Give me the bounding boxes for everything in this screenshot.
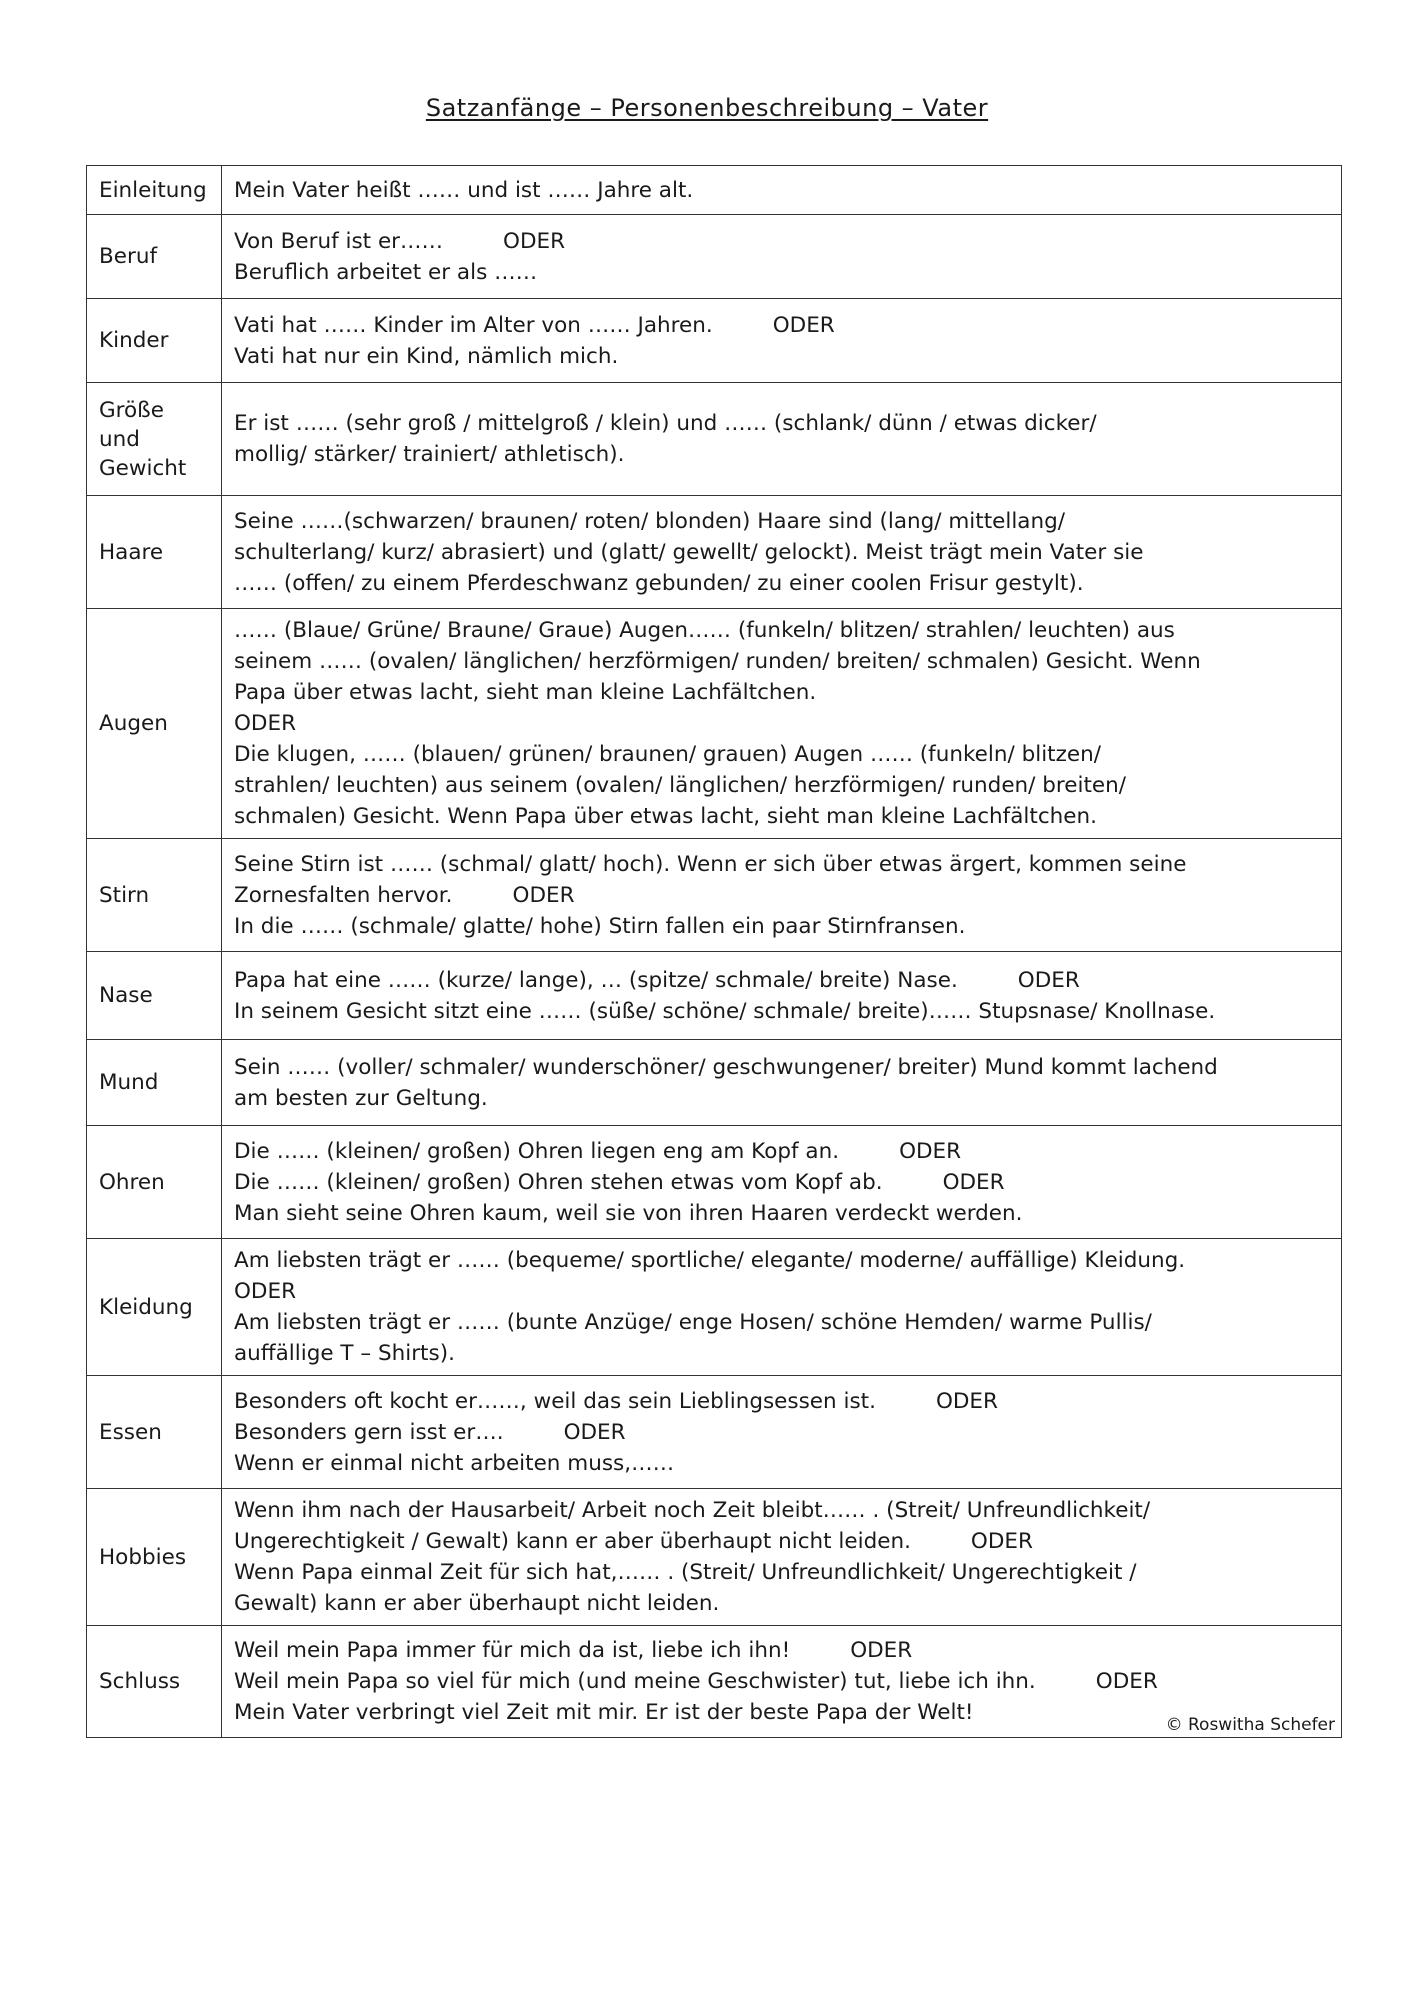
content-text: Am liebsten trägt er …… (bequeme/ sportliche/ elegante/ moderne/ auffällige) Kleidung. [234,1248,1186,1273]
content-line [234,1495,1329,1526]
content-line [234,708,1329,739]
table-row [87,299,1342,383]
sentence-starter-table [86,165,1342,1738]
content-text: …… (Blaue/ Grüne/ Braune/ Graue) Augen…… (funkeln/ blitzen/ strahlen/ leuchten) aus [234,618,1175,643]
content-text: ODER [234,711,297,736]
row-content [222,609,1342,839]
row-label [87,952,222,1040]
content-text: Zornesfalten hervor. [234,882,453,908]
table-row [87,1626,1342,1738]
content-text: Vati hat …… Kinder im Alter von …… Jahren. [234,312,713,338]
row-content [222,1489,1342,1626]
row-content [222,383,1342,496]
content-text: Gewalt) kann er aber überhaupt nicht leiden. [234,1591,720,1616]
row-label [87,1239,222,1376]
row-content [222,1626,1342,1738]
row-content [222,215,1342,299]
content-line [234,506,1329,537]
content-text: Von Beruf ist er…… [234,228,444,254]
oder-marker: ODER [935,1388,998,1414]
table-row [87,1489,1342,1626]
content-text: Die …… (kleinen/ großen) Ohren liegen eng am Kopf an. [234,1138,840,1164]
row-label [87,496,222,609]
row-label-text: Haare [99,539,164,565]
row-label-text: Schluss [99,1669,181,1694]
content-text: ODER [234,1279,297,1304]
content-text: mollig/ stärker/ trainiert/ athletisch). [234,442,625,467]
content-text: Besonders oft kocht er……, weil das sein Lieblingsessen ist. [234,1388,876,1414]
content-line [234,911,1329,942]
content-line [234,677,1329,708]
content-line [234,1557,1329,1588]
content-line [234,257,1329,288]
row-label-text: Nase [99,983,153,1008]
content-text: schmalen) Gesicht. Wenn Papa über etwas lacht, sieht man kleine Lachfältchen. [234,804,1097,829]
content-text: seinem …… (ovalen/ länglichen/ herzförmigen/ runden/ breiten/ schmalen) Gesicht. Wenn [234,649,1201,674]
content-line [234,310,1329,341]
row-label [87,1489,222,1626]
content-text: Die klugen, …… (blauen/ grünen/ braunen/ grauen) Augen …… (funkeln/ blitzen/ [234,742,1101,767]
content-line [234,849,1329,880]
row-label-text: Mund [99,1070,159,1095]
row-label [87,166,222,215]
content-text: Seine Stirn ist …… (schmal/ glatt/ hoch). Wenn er sich über etwas ärgert, kommen seine [234,851,1187,877]
content-line [234,1386,1329,1417]
content-line [234,175,1329,206]
row-label [87,1626,222,1738]
row-label-text: Essen [99,1419,162,1445]
content-text: Man sieht seine Ohren kaum, weil sie von ihren Haaren verdeckt werden. [234,1200,1023,1226]
oder-marker: ODER [563,1419,626,1445]
content-line [234,226,1329,257]
table-row [87,496,1342,609]
row-label [87,609,222,839]
page-title: Satzanfänge – Personenbeschreibung – Vater [425,94,989,122]
content-text: Wenn ihm nach der Hausarbeit/ Arbeit noch Zeit bleibt…… . (Streit/ Unfreundlichkeit/ [234,1498,1151,1523]
content-line [234,646,1329,677]
content-text: Die …… (kleinen/ großen) Ohren stehen etwas vom Kopf ab. [234,1169,883,1195]
content-text: Beruflich arbeitet er als …… [234,259,538,285]
content-line [234,1245,1329,1276]
content-text: Seine ……(schwarzen/ braunen/ roten/ blonden) Haare sind (lang/ mittellang/ [234,508,1066,534]
content-text: Mein Vater verbringt viel Zeit mit mir. Er ist der beste Papa der Welt! [234,1700,974,1725]
row-label-text: und [99,426,140,452]
content-line [234,1198,1329,1229]
content-text: Papa über etwas lacht, sieht man kleine Lachfältchen. [234,680,817,705]
content-text: auffällige T – Shirts). [234,1341,455,1366]
row-label [87,839,222,952]
table-row [87,215,1342,299]
content-text: am besten zur Geltung. [234,1085,488,1111]
content-text: Vati hat nur ein Kind, nämlich mich. [234,343,619,369]
row-label-text: Gewicht [99,455,187,481]
row-label [87,1040,222,1126]
row-content [222,166,1342,215]
content-text: In die …… (schmale/ glatte/ hohe) Stirn fallen ein paar Stirnfransen. [234,913,966,939]
table-row [87,609,1342,839]
oder-marker: ODER [1095,1669,1158,1694]
content-line [234,1588,1329,1619]
oder-marker: ODER [942,1169,1005,1195]
content-text: Er ist …… (sehr groß / mittelgroß / klein) und …… (schlank/ dünn / etwas dicker/ [234,411,1097,436]
oder-marker: ODER [970,1529,1033,1554]
content-line [234,615,1329,646]
table-row [87,166,1342,215]
content-text: Wenn er einmal nicht arbeiten muss,…… [234,1450,675,1476]
content-text: Ungerechtigkeit / Gewalt) kann er aber überhaupt nicht leiden. [234,1529,911,1554]
row-label-text: Größe [99,397,164,423]
content-line [234,1276,1329,1307]
oder-marker: ODER [503,228,566,254]
row-content [222,1040,1342,1126]
content-line [234,537,1329,568]
content-text: Mein Vater heißt …… und ist …… Jahre alt. [234,177,694,203]
row-label [87,215,222,299]
content-line [234,1417,1329,1448]
content-line [234,1666,1329,1697]
content-line [234,965,1329,996]
table-row [87,952,1342,1040]
content-text: In seinem Gesicht sitzt eine …… (süße/ schöne/ schmale/ breite)…… Stupsnase/ Knollnase. [234,998,1216,1024]
content-line [234,1635,1329,1666]
content-line [234,1338,1329,1369]
content-line [234,1448,1329,1479]
content-text: …… (offen/ zu einem Pferdeschwanz gebunden/ zu einer coolen Frisur gestylt). [234,570,1084,596]
content-line [234,568,1329,599]
oder-marker: ODER [512,882,575,908]
content-line [234,1083,1329,1114]
row-content [222,952,1342,1040]
content-text: Besonders gern isst er…. [234,1419,504,1445]
row-label-text: Augen [99,711,168,736]
row-label-text: Einleitung [99,177,207,203]
content-text: Papa hat eine …… (kurze/ lange), … (spitze/ schmale/ breite) Nase. [234,967,958,993]
content-line [234,439,1329,470]
table-row [87,1376,1342,1489]
row-content [222,496,1342,609]
row-label-text: Ohren [99,1169,165,1195]
row-label [87,1376,222,1489]
content-text: Am liebsten trägt er …… (bunte Anzüge/ enge Hosen/ schöne Hemden/ warme Pullis/ [234,1310,1152,1335]
row-label-text: Kleidung [99,1294,193,1320]
content-text: Wenn Papa einmal Zeit für sich hat,…… . (Streit/ Unfreundlichkeit/ Ungerechtigkeit / [234,1560,1137,1585]
table-row [87,1040,1342,1126]
content-text: schulterlang/ kurz/ abrasiert) und (glatt/ gewellt/ gelockt). Meist trägt mein Vater sie [234,539,1144,565]
row-label-text: Hobbies [99,1544,187,1570]
row-label-text: Stirn [99,882,150,908]
copyright-note: © Roswitha Schefer [1165,1715,1335,1735]
row-content [222,839,1342,952]
table-row [87,1126,1342,1239]
row-content [222,1376,1342,1489]
oder-marker: ODER [772,312,835,338]
content-line [234,801,1329,832]
content-line [234,739,1329,770]
content-line [234,1136,1329,1167]
row-content [222,1239,1342,1376]
table-row [87,1239,1342,1376]
content-line [234,408,1329,439]
content-line [234,1307,1329,1338]
row-content [222,299,1342,383]
oder-marker: ODER [850,1638,913,1663]
content-text: Weil mein Papa so viel für mich (und meine Geschwister) tut, liebe ich ihn. [234,1669,1036,1694]
row-label [87,383,222,496]
oder-marker: ODER [1017,967,1080,993]
content-line [234,1167,1329,1198]
content-text: Sein …… (voller/ schmaler/ wunderschöner/ geschwungener/ breiter) Mund kommt lachend [234,1054,1218,1080]
row-label-text: Kinder [99,328,169,353]
content-line [234,996,1329,1027]
content-line [234,770,1329,801]
row-label [87,299,222,383]
content-text: strahlen/ leuchten) aus seinem (ovalen/ länglichen/ herzförmigen/ runden/ breiten/ [234,773,1126,798]
row-label [87,1126,222,1239]
table-row [87,383,1342,496]
content-line [234,1526,1329,1557]
row-content [222,1126,1342,1239]
oder-marker: ODER [899,1138,962,1164]
content-line [234,1052,1329,1083]
table-row [87,839,1342,952]
row-label-text: Beruf [99,244,158,269]
content-line [234,880,1329,911]
content-line [234,341,1329,372]
content-text: Weil mein Papa immer für mich da ist, liebe ich ihn! [234,1638,791,1663]
